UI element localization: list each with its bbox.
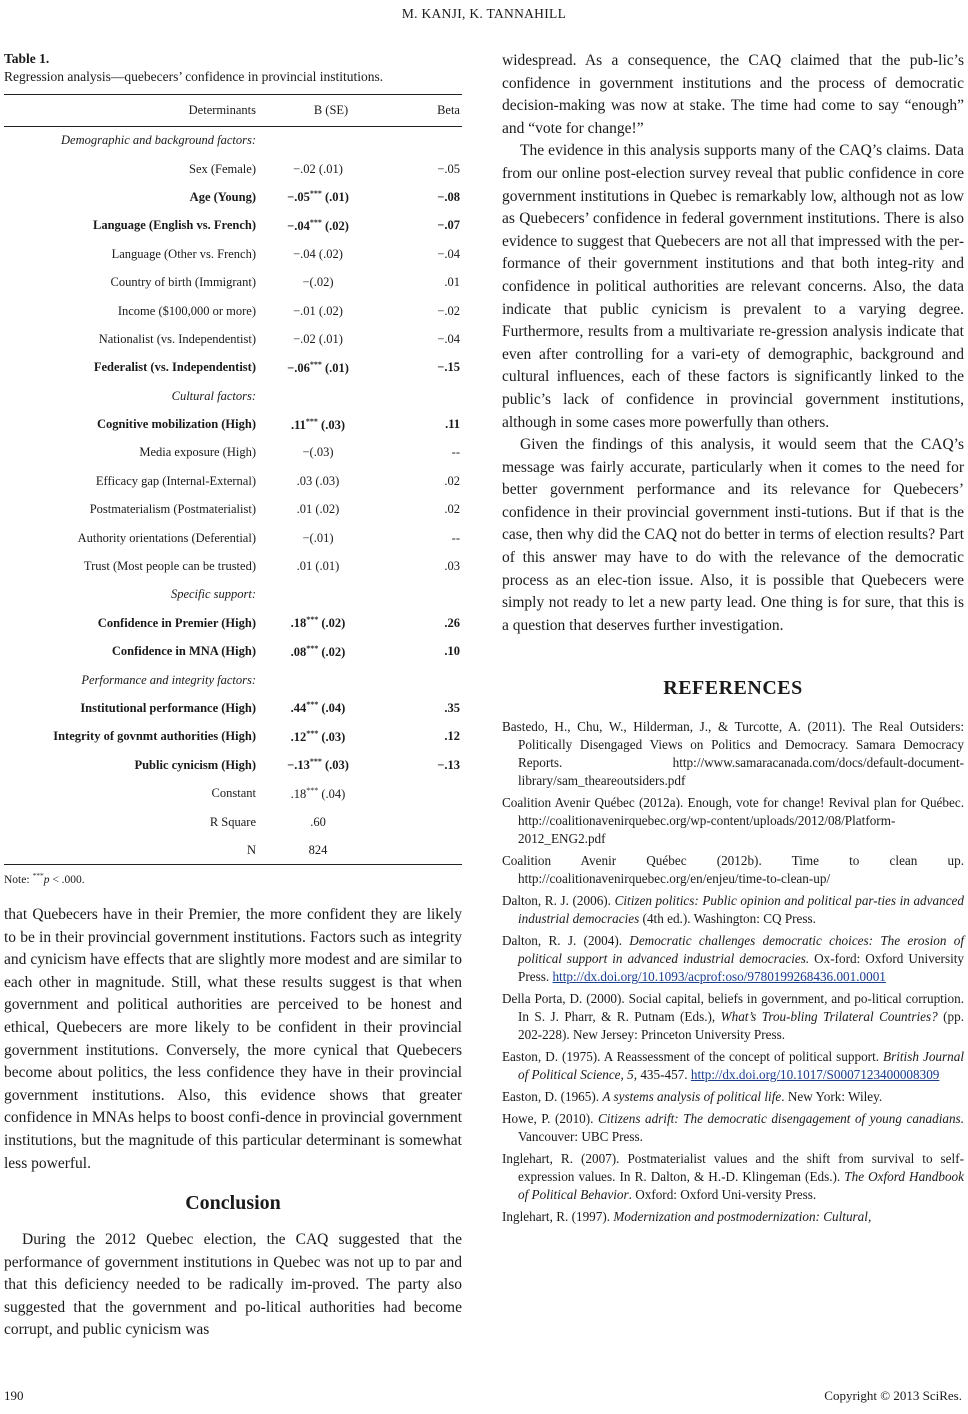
cell-b-se: −.13*** (.03) xyxy=(287,757,349,773)
table-row xyxy=(4,496,462,524)
reference-item: Coalition Avenir Québec (2012a). Enough, vote for change! Revival plan for Québec. http://coalitionavenirquebec.org/wp-content/uploads/2012/08/Platform-2012_ENG2.pdf xyxy=(502,795,964,847)
cell-b-se: .44*** (.04) xyxy=(290,700,346,716)
cell-beta xyxy=(376,836,462,864)
header-b-se: B (SE) xyxy=(313,103,349,117)
table-row xyxy=(4,751,462,779)
cell-b-se xyxy=(260,382,376,410)
table-row xyxy=(4,354,462,382)
cell-determinant: Constant xyxy=(211,786,256,801)
reference-item: Easton, D. (1975). A Reassessment of the concept of political support. British Journal of Political Science, 5, 435-457. http://dx.doi.org/10.1017/S0007123400008309 xyxy=(502,1049,964,1083)
header-determinants: Determinants xyxy=(188,103,256,117)
cell-beta: −.07 xyxy=(437,218,460,233)
cell-b-se: 824 xyxy=(308,842,328,857)
cell-determinant: Nationalist (vs. Independentist) xyxy=(98,331,256,346)
cell-beta: .26 xyxy=(444,615,460,630)
cell-b-se: .01 (.02) xyxy=(296,502,340,517)
paragraph: Given the findings of this analysis, it would seem that the CAQ’s message was fairly accurate, particularly when it comes to the need for better government performance and its relevance for Quebecers’ confidence in their provincial government insti-tutions. But if that is the case, then why did the CAQ not do better in terms of election results? Part of this answer may have to do with the relevance of the democratic process as an elec-tion issue. Also, it is possible that Quebecers were simply not ready to let a new party lead. One thing is for sure, that this is a question that deserves further investigation. xyxy=(502,436,964,634)
cell-beta: −.13 xyxy=(437,757,460,772)
cell-beta xyxy=(376,127,462,155)
cell-b-se: .60 xyxy=(310,814,326,829)
cell-determinant: Cultural factors: xyxy=(171,388,256,403)
cell-beta: .35 xyxy=(444,701,460,715)
reference-item: Easton, D. (1965). A systems analysis of political life. New York: Wiley. xyxy=(502,1089,883,1105)
table-row xyxy=(4,808,462,836)
cell-b-se: .03 (.03) xyxy=(296,473,340,488)
table-section-row xyxy=(4,382,462,410)
cell-determinant: Postmaterialism (Postmaterialist) xyxy=(89,502,256,517)
cell-determinant: Sex (Female) xyxy=(189,161,256,176)
cell-beta: −.08 xyxy=(437,189,460,204)
cell-b-se: −.02 (.01) xyxy=(293,161,343,176)
paragraph: The evidence in this analysis supports many of the CAQ’s claims. Data from our online post-election survey reveal that public confidence in core government institutions in Quebec is remarkably low, although not as low as Quebecers’ confidence in federal government institutions. There is also evidence to suggest that Quebecers are not all that impressed with the per-formance of their government institutions and that both integ-rity and confidence in political authorities are relevant concerns. Also, the data indicate that public cynicism is prevalent to a varying degree. Furthermore, results from a multivariate re-gression analysis indicate that even after controlling for a vari-ety of demographic, background and cultural influences, each of these factors is significantly linked to the public’s lack of confidence in provincial government institutions, although in some cases more powerfully than others. xyxy=(502,142,964,431)
cell-beta: −.04 xyxy=(437,246,460,261)
copyright: Copyright © 2013 SciRes. xyxy=(824,1388,962,1403)
cell-beta: -- xyxy=(451,445,460,460)
cell-b-se: .18*** (.02) xyxy=(290,615,346,631)
cell-beta: .03 xyxy=(444,559,460,574)
header-beta: Beta xyxy=(437,103,460,117)
reference-item: Dalton, R. J. (2004). Democratic challenges democratic choices: The erosion of political support in advanced industrial democracies. Ox-ford: Oxford University Press. http://dx.doi.org/10.1093/acprof:oso/9780199268436.001.0001 xyxy=(502,933,965,985)
cell-b-se: .12*** (.03) xyxy=(290,728,346,744)
cell-b-se: −.06*** (.01) xyxy=(287,359,349,375)
left-column xyxy=(4,50,462,1342)
paragraph: widespread. As a consequence, the CAQ claimed that the pub-lic’s confidence in government institutions and the process of democratic decision-making was now at stake. The time had come to say “enough” and “vote for change!” xyxy=(502,52,964,137)
cell-b-se: −.05*** (.01) xyxy=(287,189,349,205)
page-number: 190 xyxy=(4,1388,24,1403)
doi-link[interactable]: http://dx.doi.org/10.1093/acprof:oso/9780199268436.001.0001 xyxy=(552,969,886,985)
table-row xyxy=(4,183,462,211)
table-note: Note: ***p < .000. xyxy=(4,871,85,886)
cell-determinant: Country of birth (Immigrant) xyxy=(110,275,256,290)
cell-b-se xyxy=(260,127,376,155)
cell-beta: .12 xyxy=(444,729,460,744)
cell-determinant: Age (Young) xyxy=(189,189,256,204)
cell-determinant: Trust (Most people can be trusted) xyxy=(83,559,256,574)
table-row xyxy=(4,268,462,296)
cell-b-se: .11*** (.03) xyxy=(290,416,345,432)
cell-b-se xyxy=(260,581,376,609)
table-row xyxy=(4,609,462,637)
table-row xyxy=(4,212,462,240)
references-list xyxy=(502,718,964,1226)
cell-beta: .01 xyxy=(444,275,460,290)
table-row xyxy=(4,723,462,751)
table-row xyxy=(4,836,462,864)
cell-determinant: Integrity of govnmt authorities (High) xyxy=(53,729,256,744)
cell-determinant: Income ($100,000 or more) xyxy=(117,303,256,318)
reference-item: Coalition Avenir Québec (2012b). Time to clean up. http://coalitionavenirquebec.org/en/enjeu/time-to-clean-up/ xyxy=(502,853,964,887)
table-row xyxy=(4,297,462,325)
table-row xyxy=(4,155,462,183)
cell-b-se: −.01 (.02) xyxy=(293,303,343,318)
cell-b-se: −(.01) xyxy=(302,530,334,545)
right-column xyxy=(502,50,964,1230)
running-head: M. KANJI, K. TANNAHILL xyxy=(401,6,567,21)
table-title: Regression analysis—quebecers’ confidence in provincial institutions. xyxy=(4,69,384,84)
cell-determinant: Public cynicism (High) xyxy=(134,757,256,772)
cell-beta: .10 xyxy=(444,644,460,659)
cell-determinant: Specific support: xyxy=(170,587,256,602)
table-header-row xyxy=(4,95,462,127)
cell-determinant: Language (Other vs. French) xyxy=(111,246,256,261)
cell-b-se: .18*** (.04) xyxy=(290,785,346,801)
table-caption: Table 1. xyxy=(4,51,50,66)
cell-determinant: R Square xyxy=(209,814,256,829)
cell-beta: −.15 xyxy=(437,360,460,375)
cell-determinant: Demographic and background factors: xyxy=(61,133,256,148)
references-heading: REFERENCES xyxy=(663,677,803,700)
cell-b-se: −.04 (.02) xyxy=(293,246,343,261)
cell-determinant: N xyxy=(246,842,256,857)
cell-beta: .02 xyxy=(444,473,460,488)
reference-item: Della Porta, D. (2000). Social capital, beliefs in government, and po-litical corruption. In S. J. Pharr, & R. Putnam (Eds.), What’s Trou-bling Trilateral Countries? (pp. 202-228). New Jersey: Princeton University Press. xyxy=(502,991,965,1043)
cell-beta: -- xyxy=(451,530,460,545)
table-section-row xyxy=(4,581,462,609)
table-row xyxy=(4,439,462,467)
cell-determinant: Media exposure (High) xyxy=(139,445,256,460)
cell-b-se: −(.02) xyxy=(302,275,334,290)
cell-b-se xyxy=(260,666,376,694)
table-row xyxy=(4,552,462,580)
cell-beta xyxy=(376,666,462,694)
reference-item: Inglehart, R. (1997). Modernization and postmodernization: Cultural, xyxy=(502,1209,872,1225)
reference-item: Inglehart, R. (2007). Postmaterialist values and the shift from survival to self-expression values. In R. Dalton, & H.-D. Klingeman (Eds.). The Oxford Handbook of Political Behavior. Oxford: Oxford Uni-versity Press. xyxy=(502,1151,965,1203)
cell-beta xyxy=(376,808,462,836)
table-row xyxy=(4,410,462,438)
cell-b-se: .08*** (.02) xyxy=(290,643,346,659)
table-row xyxy=(4,638,462,666)
table-row xyxy=(4,467,462,495)
cell-determinant: Cognitive mobilization (High) xyxy=(96,417,256,432)
table-section-row xyxy=(4,666,462,694)
cell-beta: −.05 xyxy=(437,161,460,176)
cell-determinant: Confidence in MNA (High) xyxy=(111,644,256,659)
cell-b-se: −(.03) xyxy=(302,445,334,460)
cell-beta: .02 xyxy=(444,502,460,517)
regression-table xyxy=(4,94,462,865)
cell-beta: −.02 xyxy=(437,303,460,318)
cell-b-se: −.02 (.01) xyxy=(293,331,343,346)
cell-determinant: Performance and integrity factors: xyxy=(81,672,256,687)
reference-item: Dalton, R. J. (2006). Citizen politics: Public opinion and political par-ties in advanced industrial democracies (4th ed.). Washington: CQ Press. xyxy=(502,893,964,927)
cell-beta xyxy=(376,779,462,807)
cell-beta: .11 xyxy=(445,417,460,432)
paragraph: that Quebecers have in their Premier, the more confident they are likely to be in their provincial government institutions. Factors such as integrity and cynicism have effects that are slightly more modest and are similar to each other in magnitude. Still, what these results suggest is that when government and political authorities are perceived to be honest and ethical, Quebecers are more likely to be confident in their provincial government institutions. Conversely, the more cynical that Quebecers become about politics, the less confidence they have in their provincial government institutions. Also, this evidence shows that greater confidence in MNAs helps to boost confi-dence in provincial government institutions, but the magnitude of this particular determinant is somewhat less powerful. xyxy=(4,905,462,1172)
cell-determinant: Institutional performance (High) xyxy=(80,701,256,715)
reference-item: Bastedo, H., Chu, W., Hilderman, J., & Turcotte, A. (2011). The Real Outsiders: Politically Disengaged Views on Politics and Democracy. Samara Democracy Reports. http://www.samaracanada.com/docs/default-document-library/sam_theareoutsiders.pdf xyxy=(502,719,964,789)
table-row xyxy=(4,694,462,722)
table-row xyxy=(4,524,462,552)
cell-b-se: .01 (.01) xyxy=(296,559,340,574)
left-body-text xyxy=(4,904,462,1342)
conclusion-heading: Conclusion xyxy=(185,1192,281,1215)
doi-link[interactable]: http://dx.doi.org/10.1017/S0007123400008309 xyxy=(690,1067,940,1083)
cell-determinant: Confidence in Premier (High) xyxy=(97,615,256,630)
cell-beta xyxy=(376,581,462,609)
table-row xyxy=(4,325,462,353)
cell-beta xyxy=(376,382,462,410)
paragraph: During the 2012 Quebec election, the CAQ suggested that the performance of government institutions in Quebec was not up to par and that this deficiency needed to be radically im-proved. The party also suggested that the government and po-litical authorities had become corrupt, and public cynicism was xyxy=(4,1231,462,1339)
table-body xyxy=(4,127,462,865)
right-body-text xyxy=(502,50,964,637)
table-row xyxy=(4,779,462,807)
cell-beta: −.04 xyxy=(437,331,460,346)
cell-determinant: Language (English vs. French) xyxy=(93,218,256,233)
cell-determinant: Federalist (vs. Independentist) xyxy=(93,360,256,375)
cell-b-se: −.04*** (.02) xyxy=(287,217,349,233)
table-section-row xyxy=(4,127,462,155)
cell-determinant: Efficacy gap (Internal-External) xyxy=(95,473,256,488)
cell-determinant: Authority orientations (Deferential) xyxy=(77,530,256,545)
reference-item: Howe, P. (2010). Citizens adrift: The democratic disengagement of young canadians. Vancouver: UBC Press. xyxy=(502,1111,964,1145)
table-row xyxy=(4,240,462,268)
